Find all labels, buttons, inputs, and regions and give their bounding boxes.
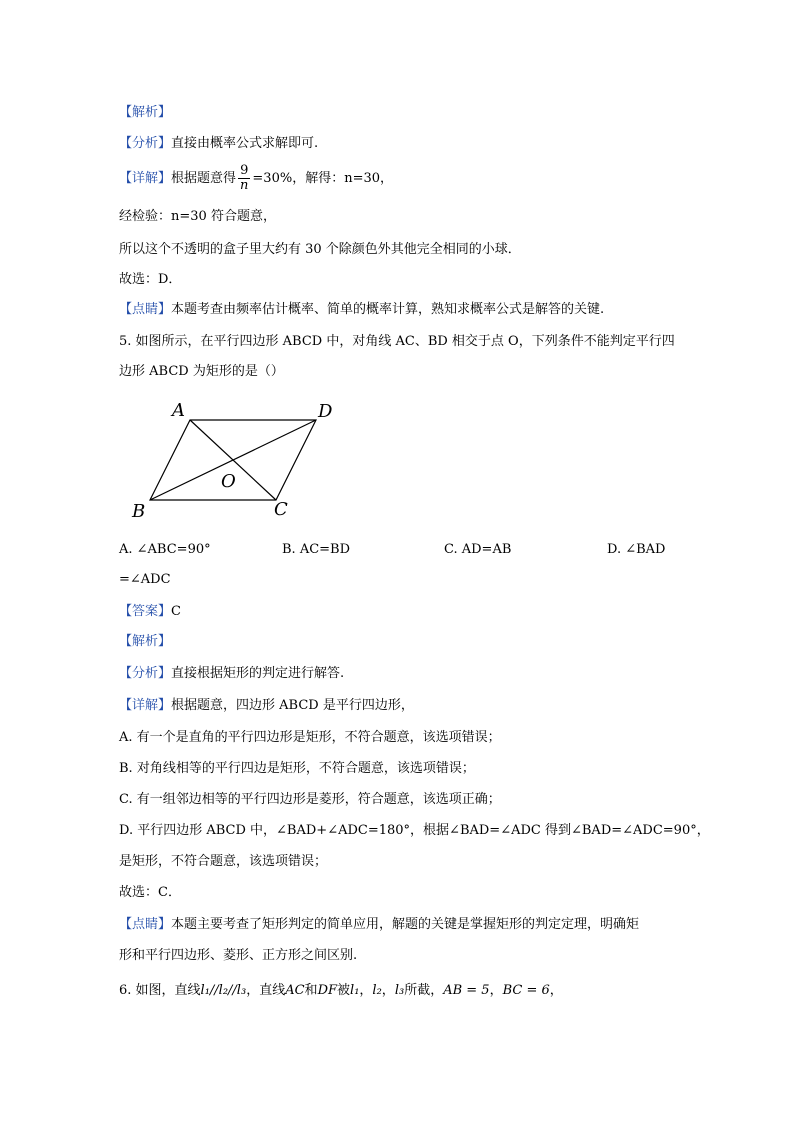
dianjing-line-2 — [119, 916, 639, 934]
parallelogram-figure — [128, 396, 338, 521]
xiangjie-post: =30%，解得：n=30， — [252, 171, 394, 186]
dianjing-line-2b: 形和平行四边形、菱形、正方形之间区别. — [119, 948, 358, 963]
q5-option-a: A. ∠ABC=90° — [119, 542, 211, 557]
fenxi-tag-2: 【分析】 — [119, 666, 172, 681]
fenxi-line-1 — [119, 135, 318, 153]
xiangjie-line-1 — [119, 164, 393, 194]
answer-tag: 【答案】 — [119, 604, 172, 619]
q5-option-c: C. AD=AB — [444, 542, 512, 557]
label-b: B — [132, 501, 146, 521]
answer-value: C — [171, 604, 181, 619]
q6-stem: 6. 如图，直线l₁//l₂//l₃，直线AC和DF被l₁，l₂，l₃所截，AB = 5，BC = 6， — [119, 983, 563, 998]
dianjing-text: 本题考查由频率估计概率、简单的概率计算，熟知求概率公式是解答的关键. — [171, 302, 605, 317]
fenxi-text-2: 直接根据矩形的判定进行解答. — [171, 666, 345, 681]
label-c: C — [274, 499, 288, 520]
fenxi-line-2 — [119, 665, 344, 683]
q5-explain-d1: D. 平行四边形 ABCD 中，∠BAD+∠ADC=180°，根据∠BAD=∠ADC 得到∠BAD=∠ADC=90°， — [119, 823, 710, 838]
choice-line-2: 故选：C． — [119, 885, 181, 900]
dianjing-line-1 — [119, 301, 604, 319]
q5-answer-line — [119, 603, 181, 621]
q5-explain-a: A. 有一个是直角的平行四边形是矩形，不符合题意，该选项错误； — [119, 730, 501, 745]
q5-stem-line1: 5. 如图所示，在平行四边形 ABCD 中，对角线 AC、BD 相交于点 O，下列条件不能判定平行四 — [119, 334, 675, 349]
q5-option-d: D. ∠BAD — [607, 542, 666, 557]
q5-stem-line2: 边形 ABCD 为矩形的是（） — [119, 364, 284, 379]
label-o: O — [221, 471, 236, 492]
dianjing-tag-2: 【点睛】 — [119, 917, 172, 932]
q5-option-d-cont: =∠ADC — [119, 572, 171, 587]
q5-explain-b: B. 对角线相等的平行四边是矩形，不符合题意，该选项错误； — [119, 761, 475, 776]
q6-parallel-lines: l₁//l₂//l₃ — [200, 983, 247, 998]
choice-line-1: 故选：D． — [119, 272, 182, 287]
q5-option-b: B. AC=BD — [282, 542, 351, 557]
xiangjie-pre: 根据题意得 — [171, 171, 237, 186]
jiexi-heading-1: 【解析】 — [119, 105, 172, 120]
q5-explain-d2: 是矩形，不符合题意，该选项错误； — [119, 854, 328, 869]
dianjing-tag: 【点睛】 — [119, 302, 172, 317]
conclusion-line: 所以这个不透明的盒子里大约有 30 个除颜色外其他完全相同的小球． — [119, 242, 521, 257]
xiangjie-tag-2: 【详解】 — [119, 698, 172, 713]
xiangjie-tag: 【详解】 — [119, 171, 172, 186]
fenxi-text: 直接由概率公式求解即可. — [171, 136, 319, 151]
check-line: 经检验：n=30 符合题意， — [119, 209, 276, 224]
xiangjie-line-2 — [119, 697, 414, 715]
fraction-9-over-n: $\frac{9}{n}$ — [240, 163, 249, 193]
fenxi-tag: 【分析】 — [119, 136, 172, 151]
jiexi-heading-2: 【解析】 — [119, 634, 172, 649]
dianjing-text-2a: 本题主要考查了矩形判定的简单应用，解题的关键是掌握矩形的判定定理，明确矩 — [171, 917, 640, 932]
label-a: A — [172, 400, 185, 421]
xiangjie-text-2: 根据题意，四边形 ABCD 是平行四边形， — [171, 698, 414, 713]
q5-explain-c: C. 有一组邻边相等的平行四边形是菱形，符合题意，该选项正确； — [119, 792, 501, 807]
label-d: D — [318, 401, 333, 422]
